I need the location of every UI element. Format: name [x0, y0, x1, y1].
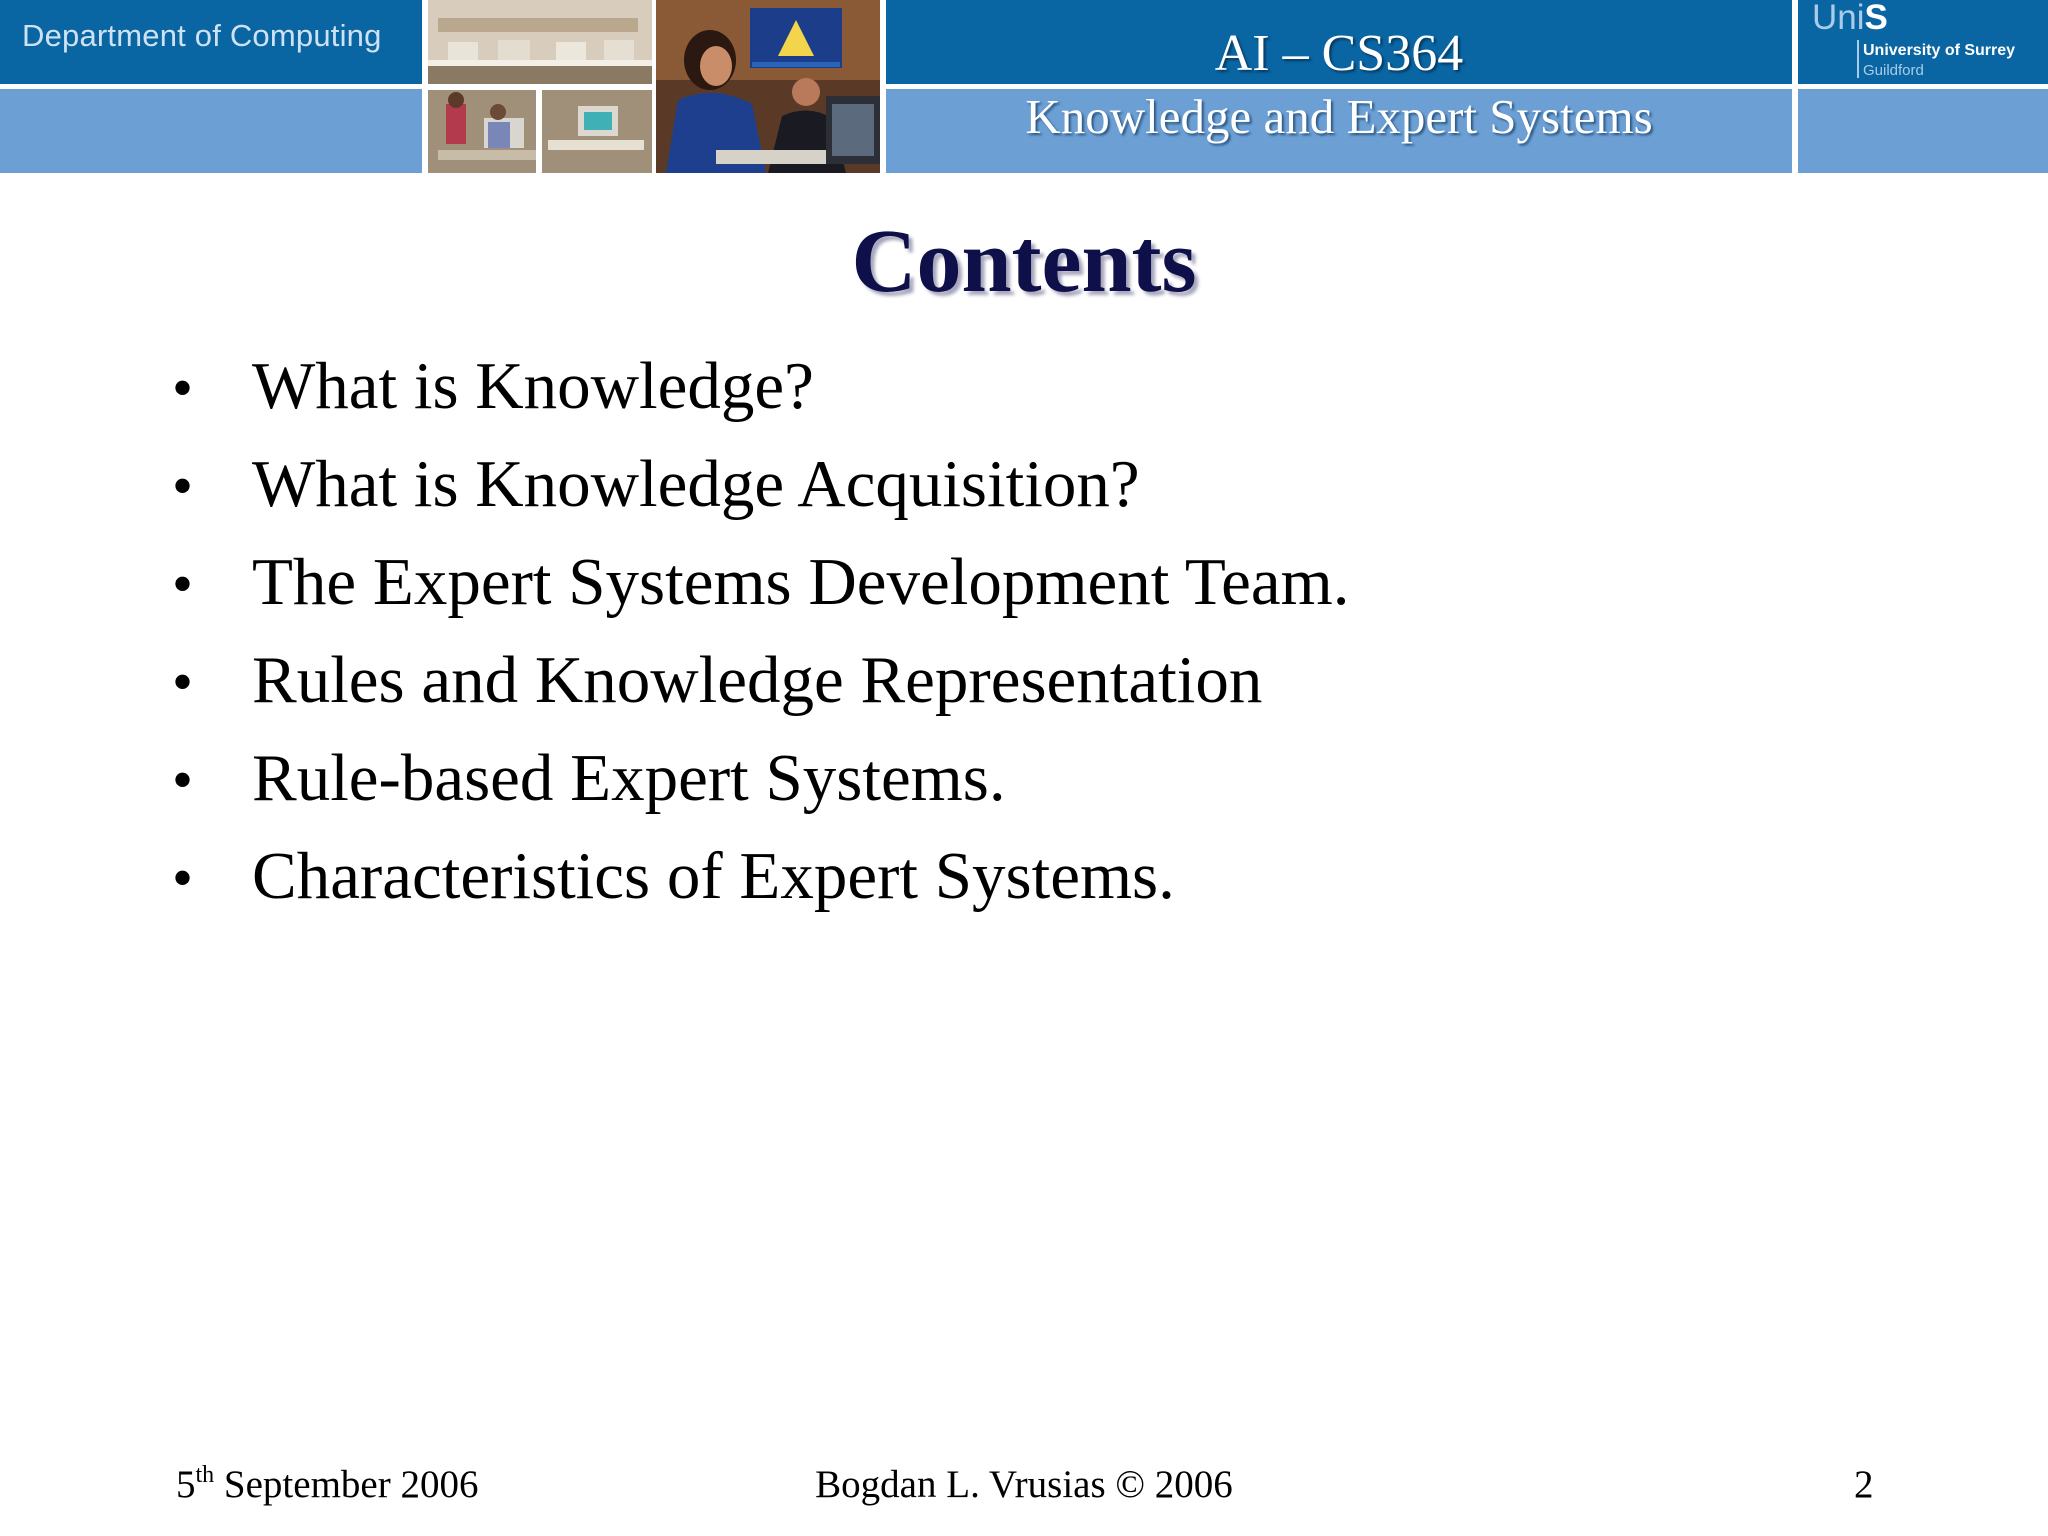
- logo-divider: [1857, 40, 1859, 78]
- bullet-glyph: •: [172, 845, 194, 911]
- slide-title: Contents: [851, 212, 1197, 311]
- bullet-glyph: •: [172, 355, 194, 421]
- bullet-glyph: •: [172, 453, 194, 519]
- contents-item-text: Rule-based Expert Systems.: [252, 741, 1006, 815]
- logo-university-name: University of Surrey: [1863, 42, 2016, 59]
- contents-item: [172, 348, 1349, 446]
- footer-date-suffix: th: [195, 1462, 215, 1488]
- contents-item-text: What is Knowledge?: [252, 349, 814, 423]
- footer-date-rest: September 2006: [214, 1463, 479, 1506]
- students-at-computer-photo: [656, 0, 880, 173]
- header-band-dept-lower: [0, 89, 422, 173]
- header-band-logo-lower: [1798, 89, 2048, 173]
- contents-item: [172, 838, 1349, 936]
- contents-item: [172, 446, 1349, 544]
- logo-place-name: Guildford: [1863, 62, 1924, 79]
- course-title: AI – CS364: [1214, 25, 1464, 82]
- contents-item: [172, 544, 1349, 642]
- computer-lab-photo: [428, 0, 652, 173]
- contents-item-text: Rules and Knowledge Representation: [252, 643, 1263, 717]
- bullet-glyph: •: [172, 747, 194, 813]
- contents-item-text: The Expert Systems Development Team.: [252, 545, 1350, 619]
- slide-header: [0, 0, 2048, 173]
- bullet-glyph: •: [172, 649, 194, 715]
- footer-author: Bogdan L. Vrusias © 2006: [815, 1463, 1233, 1506]
- contents-item-text: What is Knowledge Acquisition?: [252, 447, 1140, 521]
- contents-item: [172, 740, 1349, 838]
- course-subtitle: Knowledge and Expert Systems: [1025, 89, 1653, 144]
- contents-list: [172, 348, 1349, 936]
- contents-item: [172, 642, 1349, 740]
- contents-item-text: Characteristics of Expert Systems.: [252, 839, 1175, 913]
- logo-uni-mark: S: [1864, 0, 1888, 37]
- footer-date-day: 5: [176, 1463, 196, 1506]
- page-number: 2: [1854, 1463, 1874, 1506]
- bullet-glyph: •: [172, 551, 194, 617]
- department-label: Department of Computing: [22, 18, 382, 53]
- unis-logo: [1812, 0, 1888, 38]
- logo-uni-prefix: Uni: [1812, 0, 1865, 37]
